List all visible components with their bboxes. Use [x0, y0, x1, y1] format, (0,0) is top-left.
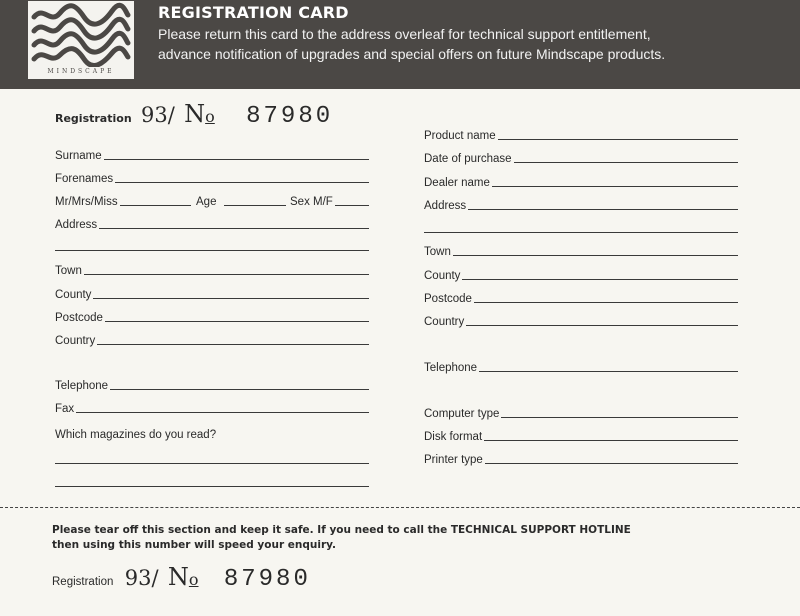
age-line[interactable]	[224, 204, 286, 206]
dealer-county-field[interactable]	[424, 268, 738, 282]
date-of-purchase-line[interactable]	[514, 161, 738, 163]
printer-type-label: Printer type	[424, 454, 483, 466]
disk-format-line[interactable]	[484, 439, 738, 441]
dealer-postcode-field[interactable]	[424, 291, 738, 305]
computer-type-line[interactable]	[501, 416, 738, 418]
printer-type-field[interactable]	[424, 452, 738, 466]
surname-line[interactable]	[104, 158, 369, 160]
computer-type-label: Computer type	[424, 408, 500, 420]
address-line-2[interactable]	[55, 250, 369, 251]
fax-line[interactable]	[76, 411, 369, 413]
date-of-purchase-field[interactable]	[424, 151, 738, 165]
dealer-address-line[interactable]	[468, 208, 738, 210]
dealer-address-line-2[interactable]	[424, 232, 738, 233]
forenames-line[interactable]	[115, 181, 369, 183]
stub-registration-number	[52, 563, 311, 593]
title-field[interactable]	[55, 194, 191, 208]
magazines-line-2[interactable]	[55, 486, 369, 487]
tear-off-note-line-1: Please tear off this section and keep it safe. If you need to call the TECHNICAL SUPPORT HOTLINE	[52, 524, 631, 536]
magazines-line-1[interactable]	[55, 463, 369, 464]
dealer-country-field[interactable]	[424, 314, 738, 328]
title-label: Mr/Mrs/Miss	[55, 196, 118, 208]
dealer-address-field[interactable]	[424, 198, 738, 212]
dealer-postcode-label: Postcode	[424, 293, 472, 305]
fax-field[interactable]	[55, 401, 369, 415]
sex-line[interactable]	[335, 204, 369, 206]
number-sign-n: N	[184, 100, 206, 128]
town-line[interactable]	[84, 273, 369, 275]
telephone-line[interactable]	[110, 388, 369, 390]
dealer-name-line[interactable]	[492, 185, 738, 187]
printer-type-line[interactable]	[485, 462, 738, 464]
dealer-telephone-field[interactable]	[424, 360, 738, 374]
intro-line-1: Please return this card to the address overleaf for technical support entitlement,	[158, 26, 651, 42]
number-sign-o: o	[205, 107, 215, 126]
product-name-line[interactable]	[498, 138, 738, 140]
computer-type-field[interactable]	[424, 406, 738, 420]
sex-label: Sex M/F	[290, 196, 333, 208]
title-line[interactable]	[120, 204, 191, 206]
forenames-field[interactable]	[55, 171, 369, 185]
intro-text	[158, 24, 788, 64]
dealer-name-label: Dealer name	[424, 177, 490, 189]
logo-wordmark: MINDSCAPE	[47, 68, 115, 75]
stub-number-sign	[168, 563, 199, 591]
country-field[interactable]	[55, 333, 369, 347]
fax-label: Fax	[55, 403, 75, 415]
tear-off-note-line-2: then using this number will speed your enquiry.	[52, 539, 337, 551]
age-label: Age	[196, 196, 217, 208]
dealer-telephone-label: Telephone	[424, 362, 478, 374]
stub-registration-year: 93/	[124, 566, 159, 590]
dealer-county-label: County	[424, 270, 461, 282]
number-sign	[184, 100, 215, 128]
telephone-label: Telephone	[55, 380, 109, 392]
dealer-town-field[interactable]	[424, 244, 738, 258]
country-line[interactable]	[97, 343, 369, 345]
address-line[interactable]	[99, 227, 369, 229]
surname-field[interactable]	[55, 148, 369, 162]
disk-format-field[interactable]	[424, 429, 738, 443]
county-line[interactable]	[93, 297, 369, 299]
dealer-county-line[interactable]	[462, 278, 738, 280]
disk-format-label: Disk format	[424, 431, 483, 443]
dealer-telephone-line[interactable]	[479, 370, 738, 372]
dealer-town-line[interactable]	[453, 254, 738, 256]
dealer-country-label: Country	[424, 316, 465, 328]
registration-number	[55, 100, 333, 130]
town-field[interactable]	[55, 263, 369, 277]
mindscape-logo	[28, 1, 134, 79]
postcode-line[interactable]	[105, 320, 369, 322]
intro-line-2: advance notification of upgrades and special offers on future Mindscape products.	[158, 46, 666, 62]
stub-number-sign-n: N	[167, 563, 189, 591]
magazines-question: Which magazines do you read?	[55, 429, 217, 441]
county-label: County	[55, 289, 92, 301]
dealer-town-label: Town	[424, 246, 451, 258]
date-of-purchase-label: Date of purchase	[424, 153, 512, 165]
page-title: REGISTRATION CARD	[158, 3, 349, 22]
dealer-name-field[interactable]	[424, 175, 738, 189]
tear-off-divider	[0, 507, 800, 508]
postcode-field[interactable]	[55, 310, 369, 324]
registration-label: Registration	[55, 112, 132, 125]
telephone-field[interactable]	[55, 378, 369, 392]
dealer-address-label: Address	[424, 200, 467, 212]
registration-serial: 87980	[246, 103, 334, 130]
postcode-label: Postcode	[55, 312, 103, 324]
dealer-country-line[interactable]	[466, 324, 738, 326]
stub-registration-serial: 87980	[223, 566, 311, 593]
tear-off-note	[52, 523, 631, 553]
forenames-label: Forenames	[55, 173, 114, 185]
town-label: Town	[55, 265, 82, 277]
address-label: Address	[55, 219, 98, 231]
country-label: Country	[55, 335, 96, 347]
surname-label: Surname	[55, 150, 102, 162]
county-field[interactable]	[55, 287, 369, 301]
product-name-label: Product name	[424, 130, 496, 142]
product-name-field[interactable]	[424, 128, 738, 142]
stub-registration-label: Registration	[52, 576, 114, 588]
registration-year: 93/	[141, 103, 175, 127]
age-field[interactable]	[196, 194, 286, 208]
address-field[interactable]	[55, 217, 369, 231]
stub-number-sign-o: o	[188, 570, 199, 589]
sex-field[interactable]	[290, 194, 369, 208]
card-header	[0, 0, 800, 89]
dealer-postcode-line[interactable]	[474, 301, 738, 303]
wave-logo-icon	[28, 1, 134, 67]
